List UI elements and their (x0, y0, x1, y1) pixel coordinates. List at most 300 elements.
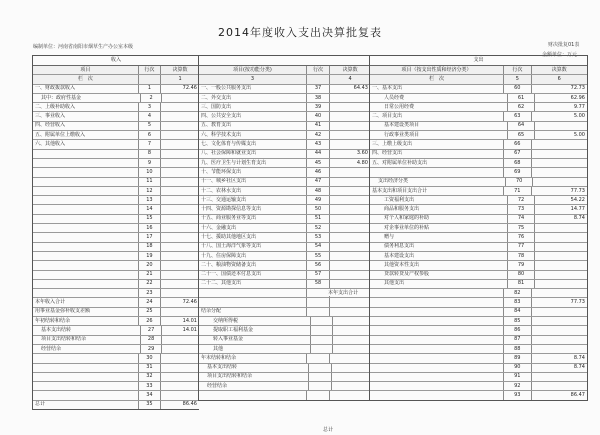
income-amount (160, 187, 199, 195)
econ-item (370, 168, 503, 176)
income-row (33, 271, 199, 280)
econ-line: 74 (507, 215, 533, 223)
income-header: 收入 (33, 56, 199, 66)
econ-item: 对企事业单位的补贴 (384, 224, 430, 231)
income-row (33, 85, 199, 94)
func-item: 十五、商业服务业等支出 (201, 215, 257, 222)
econ-row (370, 298, 587, 307)
econ-line: 72 (507, 196, 533, 204)
income-amount (160, 140, 199, 148)
income-line: 10 (138, 168, 160, 176)
econ-amount (531, 308, 587, 316)
func-line (310, 336, 332, 344)
econ-amount: 8.74 (531, 354, 587, 362)
income-line: 24 (138, 298, 160, 306)
income-amount (160, 159, 199, 167)
econ-item: 对个人和家庭的补助 (384, 215, 430, 222)
func-item: 二十、粮油物资储备支出 (201, 261, 257, 268)
func-amount (329, 243, 370, 251)
income-item: 二、上级补助收入 (35, 103, 76, 110)
econ-item: 基本建设支出 (384, 252, 415, 259)
income-line: 17 (138, 233, 160, 241)
income-col-header (33, 66, 199, 75)
income-line: 25 (138, 308, 160, 316)
econ-amount: 72.73 (531, 85, 587, 93)
econ-amount: 8.74 (531, 364, 587, 372)
func-line: 38 (306, 94, 329, 102)
func-row (199, 224, 370, 233)
income-row (33, 252, 199, 261)
func-line: 46 (306, 168, 329, 176)
func-row (199, 205, 370, 214)
income-amount (160, 178, 199, 186)
econ-row (370, 308, 587, 317)
income-item (33, 252, 138, 260)
econ-row (370, 391, 587, 399)
econ-row (370, 159, 587, 168)
func-line: 51 (306, 215, 329, 223)
income-amount (160, 122, 199, 130)
func-col-index (199, 75, 370, 84)
func-line (308, 373, 331, 381)
econ-item: 四、经营支出 (372, 150, 403, 157)
func-row (199, 345, 370, 354)
econ-line: 69 (503, 168, 530, 176)
income-amount (160, 168, 199, 176)
income-line: 26 (138, 317, 160, 325)
income-line: 14 (138, 205, 160, 213)
econ-item: 二、项目支出 (372, 113, 403, 120)
econ-amount (531, 168, 587, 176)
col-lan-ci: 栏 次 (429, 75, 444, 82)
func-line: 56 (306, 261, 329, 269)
econ-item: 基本支出和项目支出合计 (372, 187, 428, 194)
func-amount (329, 252, 370, 260)
econ-line: 71 (503, 187, 530, 195)
econ-row (370, 122, 587, 131)
econ-item (370, 308, 503, 316)
income-item (33, 373, 138, 381)
func-item: 年末结转和结余 (201, 354, 237, 361)
income-item: 四、经营收入 (35, 122, 66, 129)
income-amount (160, 150, 199, 158)
income-amount (160, 280, 199, 288)
func-amount (329, 298, 370, 306)
func-amount: 64.43 (329, 85, 370, 93)
func-line (306, 354, 329, 362)
econ-line: 93 (503, 391, 530, 399)
income-row (33, 289, 199, 298)
econ-item (370, 364, 503, 372)
econ-amount: 86.47 (531, 391, 587, 399)
econ-item (370, 326, 503, 334)
econ-line: 81 (507, 280, 533, 288)
econ-amount (534, 261, 587, 269)
econ-body (370, 85, 587, 400)
col-amount-header: 决算数 (531, 66, 587, 74)
income-amount: 72.46 (160, 85, 199, 93)
income-row (33, 224, 199, 233)
func-row (199, 271, 370, 280)
func-item: 十四、资源勘探信息等支出 (201, 206, 262, 213)
econ-row (370, 354, 587, 363)
func-item: 十七、援助其他地区支出 (201, 233, 257, 240)
func-row (199, 336, 370, 345)
func-item: 四、公共安全支出 (201, 113, 242, 120)
income-item: 一、财政拨款收入 (35, 85, 76, 92)
econ-item (370, 382, 503, 390)
func-line: 39 (306, 103, 329, 111)
income-row (33, 131, 199, 140)
econ-amount (534, 280, 587, 288)
income-item: 本年收入合计 (35, 299, 66, 306)
econ-line: 87 (503, 336, 530, 344)
econ-line: 88 (503, 345, 530, 353)
func-item: 其他 (213, 345, 224, 352)
func-line: 42 (306, 131, 329, 139)
func-amount (331, 373, 370, 381)
income-item: 五、附属单位上缴收入 (35, 131, 86, 138)
income-line: 4 (138, 112, 160, 120)
col-econ-item-header: 项目（按支出性质和经济分类） (401, 66, 472, 73)
income-line: 2 (140, 94, 162, 102)
econ-line: 70 (505, 178, 532, 186)
income-amount (160, 308, 199, 316)
func-item (199, 298, 306, 306)
income-line: 22 (138, 280, 160, 288)
income-row (33, 354, 199, 363)
income-row (33, 168, 199, 177)
func-row (199, 187, 370, 196)
func-row (199, 326, 370, 335)
col-index-blank (306, 75, 329, 83)
func-item: 交纳所得税 (213, 317, 239, 324)
econ-row (370, 233, 587, 242)
col-index-1: 1 (160, 75, 199, 83)
func-item: 十八、国土海洋气象等支出 (201, 243, 262, 250)
income-item: 年初结转和结余 (35, 317, 71, 324)
income-row (33, 112, 199, 121)
func-amount (329, 354, 370, 362)
func-row (199, 131, 370, 140)
econ-row (370, 85, 587, 94)
income-line: 15 (138, 215, 160, 223)
econ-amount: 5.00 (531, 112, 587, 120)
func-item: 十、节能环保支出 (201, 168, 242, 175)
income-line: 18 (138, 243, 160, 251)
func-item: 结余分配 (201, 308, 222, 315)
func-item: 一、一般公共服务支出 (201, 85, 252, 92)
func-item (199, 391, 306, 399)
econ-item (370, 373, 503, 381)
func-line: 41 (306, 122, 329, 130)
income-line: 7 (138, 140, 160, 148)
income-amount (160, 243, 199, 251)
econ-expense-section (369, 55, 588, 401)
income-item: 项目支出结转和结余 (41, 336, 87, 343)
func-item: 项目支出结转和结余 (207, 373, 253, 380)
func-item: 十一、城乡社区支出 (201, 178, 247, 185)
income-row (33, 205, 199, 214)
func-item: 十二、农林水支出 (201, 187, 242, 194)
income-amount (160, 271, 199, 279)
income-row (33, 215, 199, 224)
econ-item: 债务利息支出 (384, 243, 415, 250)
func-line: 50 (306, 205, 329, 213)
econ-row (370, 280, 587, 289)
income-amount (160, 364, 199, 372)
econ-amount (531, 345, 587, 353)
func-item: 二十二、其他支出 (201, 280, 242, 287)
income-line: 30 (138, 354, 160, 362)
func-line: 53 (306, 233, 329, 241)
income-item (33, 168, 138, 176)
func-item: 九、医疗卫生与计划生育支出 (201, 159, 267, 166)
income-row (33, 94, 199, 103)
unit-label: 编制单位：河南省南阳市烟草生产办公室本级 (33, 44, 134, 50)
econ-row (370, 373, 587, 382)
func-line: 52 (306, 224, 329, 232)
income-row (33, 122, 199, 131)
econ-item: 三、上缴上级支出 (372, 141, 413, 148)
econ-amount: 62.96 (534, 94, 587, 102)
econ-line: 75 (507, 224, 533, 232)
income-item: 三、事业收入 (35, 113, 66, 120)
col-index-blank (138, 75, 160, 83)
income-line: 6 (138, 131, 160, 139)
func-row (199, 178, 370, 187)
func-item: 三、国防支出 (201, 103, 232, 110)
income-item (33, 289, 138, 297)
func-amount (329, 131, 370, 139)
income-amount (160, 224, 199, 232)
func-amount (329, 261, 370, 269)
col-line-header: 行次 (138, 66, 160, 74)
income-line: 5 (138, 122, 160, 130)
income-amount (160, 215, 199, 223)
func-item: 基本支出结转 (207, 364, 238, 371)
func-expense-section (198, 55, 370, 401)
func-item: 八、社会保障和就业支出 (201, 150, 257, 157)
econ-line: 65 (507, 131, 533, 139)
income-line: 20 (138, 261, 160, 269)
income-item: 总计 (35, 401, 46, 408)
func-item: 十六、金融支出 (201, 224, 237, 231)
money-unit: 金额单位：万元 (542, 52, 578, 58)
income-body (33, 85, 199, 409)
func-item: 六、科学技术支出 (201, 131, 242, 138)
income-item (33, 261, 138, 269)
econ-row (370, 224, 587, 233)
econ-amount (531, 336, 587, 344)
econ-item (370, 336, 503, 344)
col-amount-header: 决算数 (160, 66, 199, 74)
income-item (33, 205, 138, 213)
income-amount (160, 131, 199, 139)
income-row (33, 317, 199, 326)
econ-row (370, 336, 587, 345)
econ-row (370, 112, 587, 121)
income-item (33, 224, 138, 232)
econ-amount (534, 233, 587, 241)
func-row (199, 261, 370, 270)
econ-item: 日常公用经费 (384, 103, 415, 110)
econ-amount (531, 159, 587, 167)
econ-item: 商品和服务支出 (384, 206, 420, 213)
income-amount (160, 252, 199, 260)
func-line (310, 345, 332, 353)
econ-line: 76 (507, 233, 533, 241)
econ-amount (531, 382, 587, 390)
func-row (199, 233, 370, 242)
econ-row (370, 271, 587, 280)
func-row (199, 150, 370, 159)
econ-col-index (370, 75, 587, 84)
func-item: 五、教育支出 (201, 122, 232, 129)
econ-amount (534, 243, 587, 251)
econ-item: 赠与 (384, 233, 395, 240)
income-row (33, 382, 199, 391)
income-item: 其中：政府性基金 (41, 94, 82, 101)
income-item: 六、其他收入 (35, 141, 66, 148)
func-row (199, 280, 370, 289)
func-line: 54 (306, 243, 329, 251)
econ-row (370, 168, 587, 177)
econ-line: 89 (503, 354, 530, 362)
col-index-5: 5 (503, 75, 530, 83)
func-row (199, 382, 370, 391)
econ-amount: 9.77 (534, 103, 587, 111)
income-line: 21 (138, 271, 160, 279)
income-amount (160, 196, 199, 204)
income-amount (160, 289, 199, 297)
income-line: 28 (140, 336, 162, 344)
income-amount (160, 261, 199, 269)
income-line: 35 (138, 401, 160, 409)
func-line: 48 (306, 187, 329, 195)
econ-item: 工资福利支出 (384, 196, 415, 203)
func-line (310, 326, 332, 334)
func-amount (329, 205, 370, 213)
income-row (33, 308, 199, 317)
col-item-header: 项目 (80, 66, 91, 73)
func-item: 二十一、国债还本付息支出 (201, 271, 262, 278)
income-col-index (33, 75, 199, 84)
income-amount (160, 391, 199, 399)
expense-header: 支出 (370, 56, 587, 66)
func-body (199, 85, 370, 400)
func-amount (329, 271, 370, 279)
func-amount (329, 280, 370, 288)
econ-row (370, 103, 587, 112)
econ-row (370, 215, 587, 224)
income-line: 16 (138, 224, 160, 232)
income-item (33, 150, 138, 158)
econ-row (370, 345, 587, 354)
econ-row (370, 178, 587, 187)
func-line: 55 (306, 252, 329, 260)
income-line: 23 (138, 289, 160, 297)
income-item (33, 187, 138, 195)
func-line: 44 (306, 150, 329, 158)
econ-amount (531, 326, 587, 334)
func-row (199, 298, 370, 307)
income-row (33, 150, 199, 159)
income-row (33, 103, 199, 112)
func-row (199, 94, 370, 103)
econ-amount: 8.74 (534, 215, 587, 223)
econ-line: 79 (507, 261, 533, 269)
income-item (33, 215, 138, 223)
econ-item: 其他资本性支出 (384, 261, 420, 268)
func-amount (329, 224, 370, 232)
func-line: 57 (306, 271, 329, 279)
income-line: 19 (138, 252, 160, 260)
col-line-header: 行次 (306, 66, 329, 74)
func-line (306, 391, 329, 399)
econ-line: 80 (507, 271, 533, 279)
func-item: 转入事业基金 (213, 336, 244, 343)
income-row (33, 298, 199, 307)
econ-item (370, 289, 503, 297)
income-amount (161, 94, 199, 102)
func-item: 提取职工福利基金 (213, 326, 254, 333)
func-row (199, 252, 370, 261)
func-amount (332, 317, 370, 325)
func-amount (329, 140, 370, 148)
income-line: 33 (138, 382, 160, 390)
econ-row (370, 150, 587, 159)
income-item: 用事业基金弥补收支差额 (35, 308, 91, 315)
func-amount (329, 233, 370, 241)
func-row (199, 243, 370, 252)
econ-line: 90 (503, 364, 530, 372)
econ-item: 一、基本支出 (372, 85, 403, 92)
econ-amount (534, 224, 587, 232)
func-row (199, 103, 370, 112)
func-item: 二、外交支出 (201, 94, 232, 101)
income-item (33, 280, 138, 288)
econ-item (370, 317, 503, 325)
income-row (33, 391, 199, 400)
econ-item (370, 391, 503, 399)
income-line: 13 (138, 196, 160, 204)
econ-row (370, 364, 587, 373)
income-line: 34 (138, 391, 160, 399)
func-line: 47 (306, 178, 329, 186)
econ-amount: 14.77 (534, 205, 587, 213)
document-title: 2014年度收入支出决算批复表 (218, 26, 382, 39)
econ-item (370, 298, 503, 306)
econ-line: 78 (507, 252, 533, 260)
func-amount (329, 215, 370, 223)
econ-item: 贷款转贷及产权参股 (384, 271, 430, 278)
income-amount: 14.01 (161, 326, 199, 334)
func-row (199, 308, 370, 317)
income-item (33, 364, 138, 372)
income-row (33, 280, 199, 289)
econ-col-header (370, 66, 587, 75)
econ-line: 92 (503, 382, 530, 390)
income-line: 9 (138, 159, 160, 167)
func-line: 58 (306, 280, 329, 288)
income-row (33, 345, 199, 354)
func-row (199, 112, 370, 121)
econ-amount (532, 178, 587, 186)
income-line: 11 (138, 178, 160, 186)
income-item (33, 271, 138, 279)
econ-item: 行政事业类项目 (384, 131, 420, 138)
